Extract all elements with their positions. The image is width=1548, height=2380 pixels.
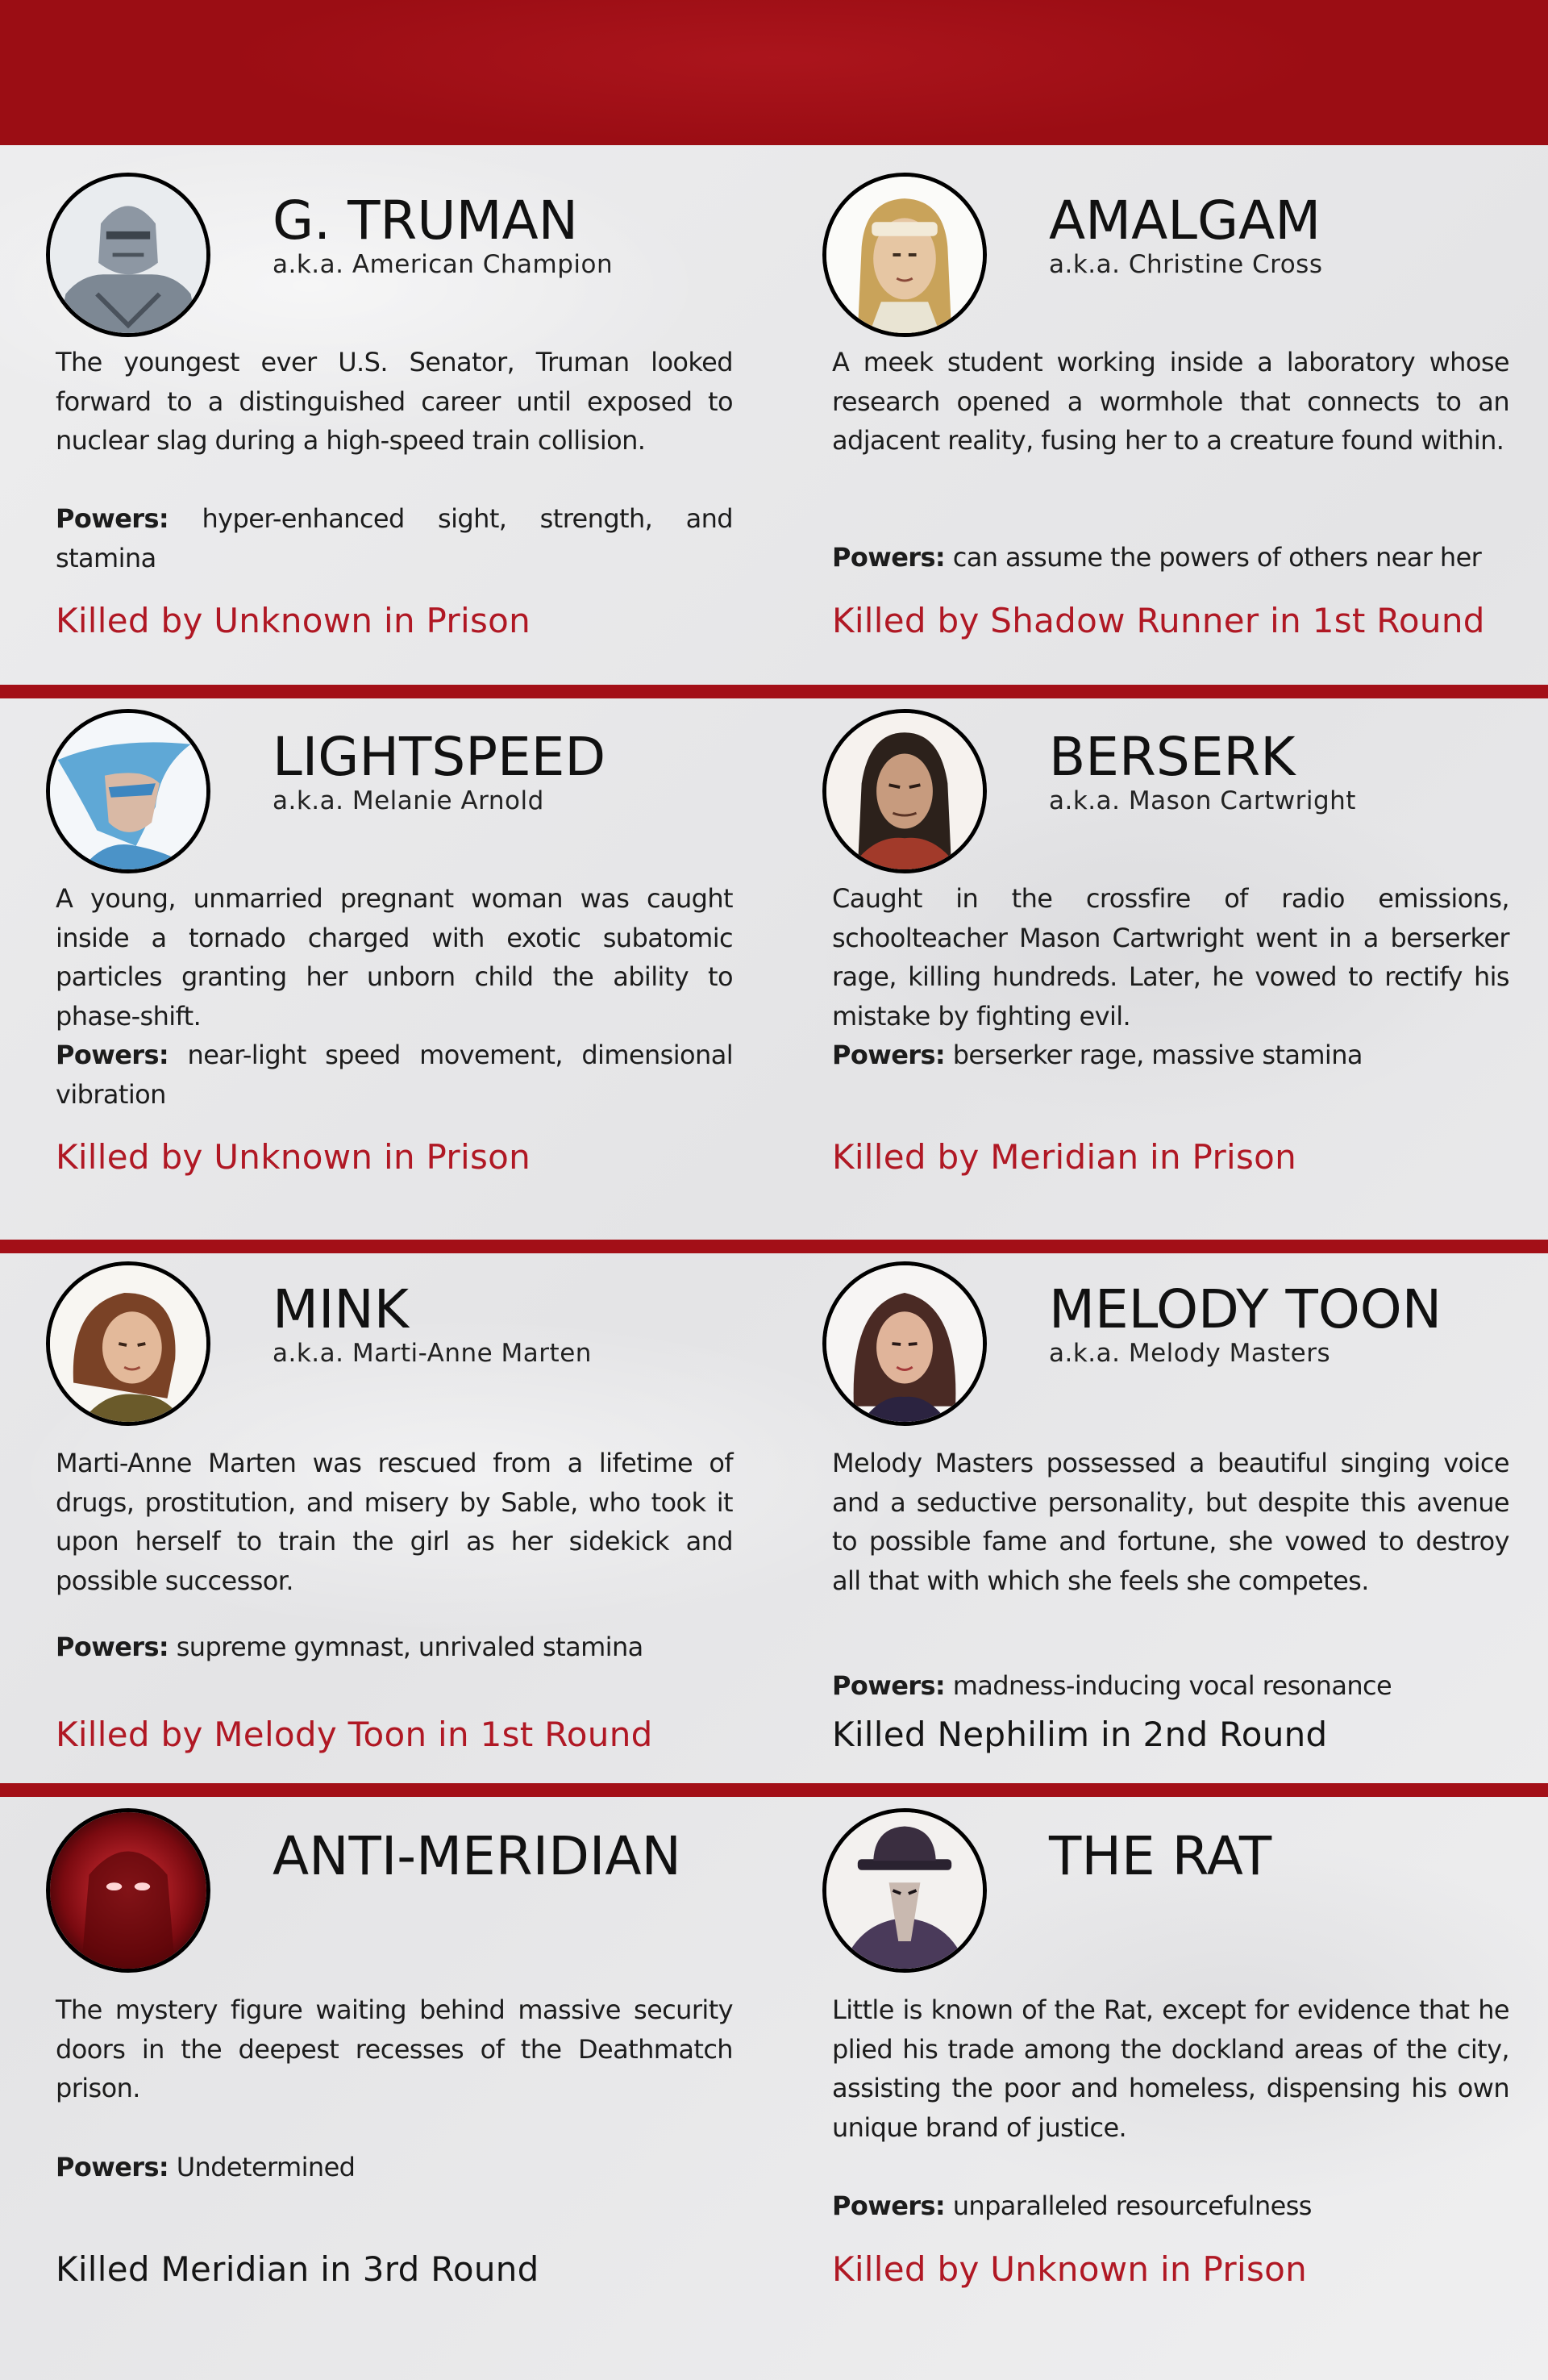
character-powers [832, 2186, 1509, 2226]
character-description: Melody Masters possessed a beautiful singing voice and a seductive personality, but despite this avenue to possible fame and fortune, she vowed to destroy all that with which she feels she competes. [832, 1448, 1509, 1596]
powers-label: Powers: [832, 2190, 946, 2221]
character-fate: Killed by Unknown in Prison [832, 2249, 1308, 2289]
powers-text: can assume the powers of others near her [952, 542, 1482, 573]
character-name: G. TRUMAN [273, 190, 579, 252]
character-name: MELODY TOON [1049, 1278, 1442, 1340]
character-fate: Killed by Unknown in Prison [56, 601, 531, 640]
long-haired-man-portrait [822, 709, 987, 873]
character-description: The youngest ever U.S. Senator, Truman looked forward to a distinguished career until exposed to nuclear slag during a high-speed train collision. [56, 347, 733, 456]
powers-text: madness-inducing vocal resonance [952, 1670, 1392, 1701]
powers-label: Powers: [56, 1040, 169, 1070]
powers-text: berserker rage, massive stamina [952, 1040, 1363, 1070]
glowing-red-figure-portrait [46, 1808, 210, 1973]
headband-woman-portrait [822, 173, 987, 337]
character-alias: a.k.a. Marti-Anne Marten [273, 1339, 592, 1368]
character-name: ANTI-MERIDIAN [273, 1825, 681, 1887]
character-powers [56, 1036, 733, 1114]
character-alias: a.k.a. American Champion [273, 250, 614, 279]
armored-man-portrait [46, 173, 210, 337]
fedora-rat-portrait [822, 1808, 987, 1973]
character-alias: a.k.a. Melanie Arnold [273, 786, 544, 815]
character-fate: Killed by Melody Toon in 1st Round [56, 1715, 653, 1754]
row-divider-1 [0, 685, 1548, 698]
powers-text: hyper-enhanced sight, strength, and stamina [56, 503, 733, 573]
character-description: Marti-Anne Marten was rescued from a lifetime of drugs, prostitution, and misery by Sable, who took it upon herself to train the girl as her sidekick and possible successor. [56, 1448, 733, 1596]
character-alias: a.k.a. Mason Cartwright [1049, 786, 1356, 815]
character-fate: Killed by Meridian in Prison [832, 1137, 1297, 1177]
character-alias: a.k.a. Melody Masters [1049, 1339, 1331, 1368]
character-name: LIGHTSPEED [273, 726, 606, 788]
character-name: THE RAT [1049, 1825, 1272, 1887]
character-powers [56, 2148, 733, 2187]
masked-speedster-portrait [46, 709, 210, 873]
row-divider-3 [0, 1783, 1548, 1797]
character-description: Little is known of the Rat, except for evidence that he plied his trade among the dockland areas of the city, assisting the poor and homeless, dispensing his own unique brand of justice. [832, 1994, 1509, 2143]
powers-label: Powers: [56, 503, 169, 534]
character-description: Caught in the crossfire of radio emissions, schoolteacher Mason Cartwright went in a berserker rage, killing hundreds. Later, he vowed to rectify his mistake by fighting evil. [832, 883, 1509, 1032]
character-powers [56, 1628, 733, 1667]
character-name: MINK [273, 1278, 410, 1340]
character-powers [832, 1666, 1509, 1706]
auburn-woman-portrait [46, 1261, 210, 1426]
header-band [0, 0, 1548, 145]
character-description: The mystery figure waiting behind massive security doors in the deepest recesses of the Deathmatch prison. [56, 1994, 733, 2103]
brunette-woman-portrait [822, 1261, 987, 1426]
powers-label: Powers: [832, 542, 946, 573]
powers-label: Powers: [832, 1670, 946, 1701]
powers-text: unparalleled resourcefulness [952, 2190, 1312, 2221]
character-fate: Killed by Unknown in Prison [56, 1137, 531, 1177]
character-name: AMALGAM [1049, 190, 1321, 252]
powers-text: near-light speed movement, dimensional vibration [56, 1040, 734, 1110]
character-fate: Killed Meridian in 3rd Round [56, 2249, 539, 2289]
character-fate: Killed Nephilim in 2nd Round [832, 1715, 1328, 1754]
character-fate: Killed by Shadow Runner in 1st Round [832, 601, 1485, 640]
powers-label: Powers: [56, 2152, 169, 2182]
powers-text: supreme gymnast, unrivaled stamina [176, 1632, 643, 1662]
powers-label: Powers: [56, 1632, 169, 1662]
powers-label: Powers: [832, 1040, 946, 1070]
character-description: A young, unmarried pregnant woman was caught inside a tornado charged with exotic subatomic particles granting her unborn child the ability to phase-shift. [56, 883, 733, 1032]
character-description: A meek student working inside a laboratory whose research opened a wormhole that connects to an adjacent reality, fusing her to a creature found within. [832, 347, 1509, 456]
character-name: BERSERK [1049, 726, 1296, 788]
row-divider-2 [0, 1240, 1548, 1253]
character-powers [56, 499, 733, 577]
powers-text: Undetermined [176, 2152, 356, 2182]
character-alias: a.k.a. Christine Cross [1049, 250, 1323, 279]
character-powers [832, 538, 1509, 577]
character-powers [832, 1036, 1509, 1075]
